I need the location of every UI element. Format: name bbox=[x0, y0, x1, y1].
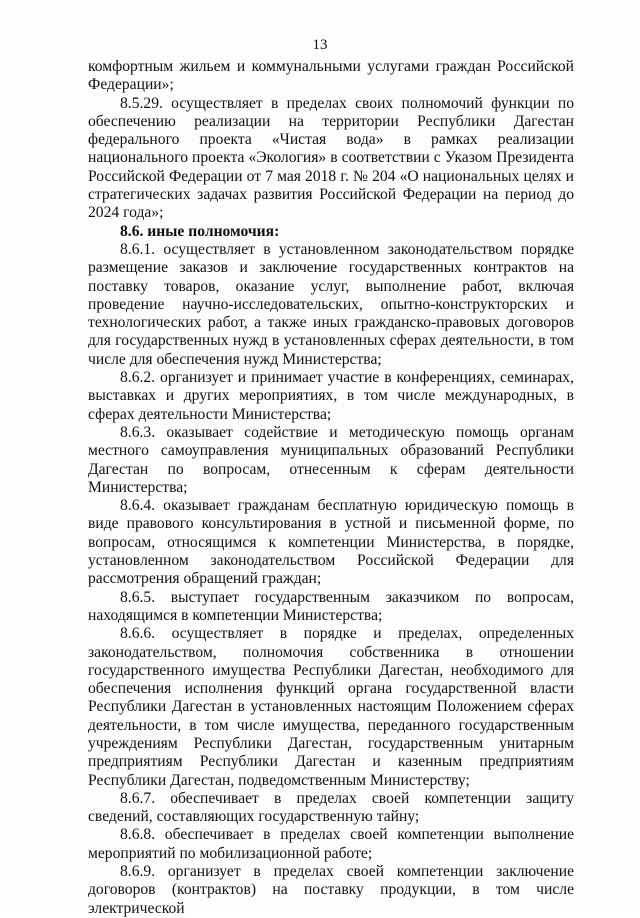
paragraph-8-6-8: 8.6.8. обеспечивает в пределах своей компетенции выполнение мероприятий по мобилизационной работе; bbox=[88, 826, 574, 862]
page-number: 13 bbox=[312, 37, 328, 53]
paragraph-8-6-4: 8.6.4. оказывает гражданам бесплатную юридическую помощь в виде правового консультирования в устной и письменной форме, по вопросам, относящимся к компетенции Министерства, в порядке, установленном законодательством Российской Федерации для рассмотрения обращений граждан; bbox=[88, 497, 574, 588]
document-body bbox=[88, 58, 574, 918]
paragraph-8-6-7: 8.6.7. обеспечивает в пределах своей компетенции защиту сведений, составляющих государственную тайну; bbox=[88, 789, 574, 826]
paragraph-8-6-3: 8.6.3. оказывает содействие и методическую помощь органам местного самоуправления муниципальных образований Республики Дагестан по вопросам, отнесенным к сферам деятельности Министерства; bbox=[88, 423, 574, 496]
paragraph-8-6-1: 8.6.1. осуществляет в установленном законодательством порядке размещение заказов и заключение государственных контрактов на поставку товаров, оказание услуг, выполнение работ, включая проведение научно-исследовательских, опытно-конструкторских и технологических работ, а также иных гражданско-правовых договоров для государственных нужд в установленных сферах деятельности, в том числе для обеспечения нужд Министерства; bbox=[88, 240, 574, 368]
section-heading-8-6: 8.6. иные полномочия: bbox=[120, 222, 280, 240]
paragraph-8-6-5: 8.6.5. выступает государственным заказчиком по вопросам, находящимся в компетенции Министерства; bbox=[88, 588, 574, 624]
paragraph-8-5-29: 8.5.29. осуществляет в пределах своих полномочий функции по обеспечению реализации на территории Республики Дагестан федерального проекта «Чистая вода» в рамках реализации национального проекта «Экология» в соответствии с Указом Президента Российской Федерации от 7 мая 2018 г. № 204 «О национальных целях и стратегических задачах развития Российской Федерации на период до 2024 года»; bbox=[88, 94, 574, 222]
paragraph-8-6-2: 8.6.2. организует и принимает участие в конференциях, семинарах, выставках и других мероприятиях, в том числе международных, в сферах деятельности Министерства; bbox=[88, 369, 574, 423]
paragraph-continuation: комфортным жильем и коммунальными услугами граждан Российской Федерации»; bbox=[88, 58, 574, 94]
paragraph-8-6-6: 8.6.6. осуществляет в порядке и пределах, определенных законодательством, полномочия собственника в отношении государственного имущества Республики Дагестан, необходимого для обеспечения исполнения функций органа государственной власти Республики Дагестан в установленных настоящим Положением сферах деятельности, в том числе имущества, переданного государственным учреждениям Республики Дагестан, государственным унитарным предприятиям Республики Дагестан и казенным предприятиям Республики Дагестан, подведомственным Министерству; bbox=[88, 625, 574, 789]
paragraph-8-6-9: 8.6.9. организует в пределах своей компетенции заключение договоров (контрактов) на поставку продукции, в том числе электрической bbox=[88, 863, 574, 917]
